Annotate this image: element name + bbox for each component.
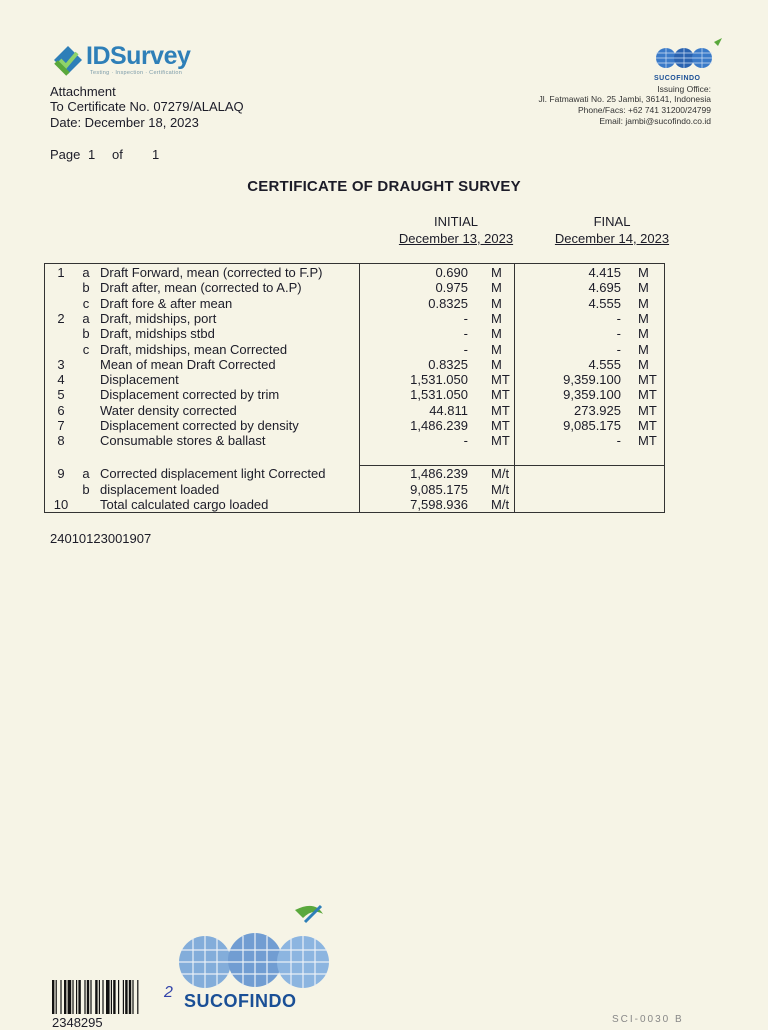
barcode-bar <box>125 980 127 1014</box>
row-label: Consumable stores & ballast <box>100 433 266 449</box>
table-row <box>0 296 768 311</box>
barcode-bar <box>64 980 66 1014</box>
page-total: 1 <box>152 147 160 162</box>
form-code: SCI-0030 B <box>612 1014 684 1025</box>
initial-value: 0.8325 <box>428 356 468 372</box>
final-unit: M <box>638 280 649 296</box>
final-value: 9,359.100 <box>563 372 621 388</box>
row-number: 4 <box>57 372 65 388</box>
brand-tagline: Testing · Inspection · Certification <box>90 70 183 76</box>
barcode-bar <box>60 980 61 1014</box>
final-value: - <box>616 433 621 449</box>
page-current: 1 <box>88 147 96 162</box>
row-number: 5 <box>57 387 65 403</box>
initial-value: 0.690 <box>435 265 468 280</box>
table-row <box>0 311 768 326</box>
table-bottom-border <box>44 512 515 513</box>
table-row <box>0 403 768 418</box>
page-label: Page <box>50 147 81 162</box>
sucofindo-stamp-logo <box>175 902 335 1000</box>
row-number: 7 <box>57 418 65 433</box>
final-unit: MT <box>638 418 657 433</box>
initial-unit: MT <box>491 418 510 433</box>
table-row <box>0 326 768 341</box>
barcode-bar <box>123 980 124 1014</box>
issuer-name-top: SUCOFINDO <box>654 75 701 82</box>
initial-unit: MT <box>491 372 510 388</box>
row-letter: a <box>82 265 90 280</box>
final-unit: M <box>638 265 649 280</box>
initial-value: 0.975 <box>435 280 468 296</box>
summary-unit: M/t <box>491 497 510 512</box>
row-label: Total calculated cargo loaded <box>100 497 269 512</box>
final-unit: MT <box>638 387 657 403</box>
row-letter: a <box>82 466 90 481</box>
barcode-bar <box>106 980 110 1014</box>
row-label: Displacement <box>100 372 179 388</box>
barcode-bar <box>78 980 80 1014</box>
final-value: - <box>616 326 621 342</box>
row-letter: a <box>82 310 90 326</box>
final-value: 9,085.175 <box>563 418 621 433</box>
row-label: Mean of mean Draft Corrected <box>100 356 276 372</box>
row-label: Draft, midships stbd <box>100 326 215 342</box>
barcode-bar <box>102 980 103 1014</box>
row-label: Draft fore & after mean <box>100 295 233 311</box>
barcode-bar <box>68 980 72 1014</box>
table-row <box>0 418 768 433</box>
table-row <box>0 265 768 280</box>
certificate-reference: To Certificate No. 07279/ALALAQ <box>50 99 244 114</box>
row-letter: b <box>82 326 90 342</box>
initial-unit: M <box>491 310 502 326</box>
barcode-bar <box>87 980 89 1014</box>
initial-value: - <box>463 310 468 326</box>
barcode-bar <box>132 980 133 1014</box>
final-value: 4.555 <box>588 356 621 372</box>
row-number: 6 <box>57 402 65 418</box>
initial-unit: M <box>491 265 502 280</box>
initial-value: 1,486.239 <box>410 418 468 433</box>
table-row <box>0 357 768 372</box>
row-number: 8 <box>57 433 65 449</box>
row-label: Draft, midships, port <box>100 310 217 326</box>
final-column-label: FINAL <box>593 214 631 229</box>
summary-row <box>0 482 768 497</box>
row-letter: b <box>82 481 90 497</box>
initial-value: - <box>463 341 468 357</box>
initial-unit: M <box>491 326 502 342</box>
initial-value: 44.811 <box>429 402 468 418</box>
brand-name: IDSurvey <box>86 42 191 70</box>
initial-value: - <box>463 433 468 449</box>
table-row <box>0 342 768 357</box>
handwritten-mark: 2 <box>164 984 173 1001</box>
summary-unit: M/t <box>491 481 510 497</box>
final-value: 273.925 <box>574 402 621 418</box>
barcode-bar <box>84 980 85 1014</box>
document-date: Date: December 18, 2023 <box>50 115 199 130</box>
final-value: 4.415 <box>588 265 621 280</box>
row-number: 10 <box>53 497 69 512</box>
initial-value: - <box>463 326 468 342</box>
barcode-bar <box>137 980 138 1014</box>
initial-unit: MT <box>491 433 510 449</box>
final-unit: M <box>638 295 649 311</box>
initial-unit: M <box>491 341 502 357</box>
final-unit: M <box>638 310 649 326</box>
initial-unit: M <box>491 356 502 372</box>
initial-value: 1,531.050 <box>410 372 468 388</box>
table-row <box>0 280 768 295</box>
idsurvey-check-icon <box>50 42 86 78</box>
summary-value: 7,598.936 <box>410 497 468 512</box>
final-value: 4.555 <box>588 295 621 311</box>
final-unit: MT <box>638 372 657 388</box>
row-number: 9 <box>57 466 65 481</box>
final-value: 9,359.100 <box>563 387 621 403</box>
barcode-bar <box>129 980 131 1014</box>
row-label: Corrected displacement light Corrected <box>100 466 326 481</box>
initial-column-date: December 13, 2023 <box>398 231 514 246</box>
row-letter: b <box>82 280 90 296</box>
issuer-name-bottom: SUCOFINDO <box>184 991 297 1011</box>
summary-right-bottom-border <box>514 512 665 513</box>
office-email: Email: jambi@sucofindo.co.id <box>599 116 711 126</box>
row-label: Draft, midships, mean Corrected <box>100 341 288 357</box>
final-column-date: December 14, 2023 <box>554 231 670 246</box>
final-value: 4.695 <box>588 280 621 296</box>
row-label: Water density corrected <box>100 402 237 418</box>
final-unit: M <box>638 356 649 372</box>
summary-row <box>0 466 768 481</box>
page-of-label: of <box>112 147 123 162</box>
initial-value: 1,531.050 <box>410 387 468 403</box>
row-label: Draft Forward, mean (corrected to F.P) <box>100 265 323 280</box>
row-label: displacement loaded <box>100 481 220 497</box>
summary-unit: M/t <box>491 466 510 481</box>
row-letter: c <box>82 341 90 357</box>
final-unit: M <box>638 326 649 342</box>
barcode-bar <box>99 980 100 1014</box>
summary-value: 1,486.239 <box>410 466 468 481</box>
office-phone: Phone/Facs: +62 741 31200/24799 <box>577 105 711 115</box>
initial-unit: MT <box>491 402 510 418</box>
barcode-bar <box>95 980 97 1014</box>
barcode-bar <box>118 980 119 1014</box>
initial-unit: M <box>491 280 502 296</box>
final-value: - <box>616 341 621 357</box>
table-top-border <box>44 263 665 264</box>
initial-unit: MT <box>491 387 510 403</box>
document-title: CERTIFICATE OF DRAUGHT SURVEY <box>247 178 521 195</box>
barcode-number: 2348295 <box>52 1015 103 1030</box>
initial-column-label: INITIAL <box>433 214 479 229</box>
barcode-bar <box>113 980 115 1014</box>
barcode <box>52 980 170 1016</box>
table-row <box>0 387 768 402</box>
barcode-bar <box>72 980 73 1014</box>
office-address: Jl. Fatmawati No. 25 Jambi, 36141, Indonesia <box>538 94 711 104</box>
row-label: Displacement corrected by density <box>100 418 299 433</box>
initial-unit: M <box>491 295 502 311</box>
office-label: Issuing Office: <box>657 84 711 94</box>
final-unit: MT <box>638 402 657 418</box>
summary-value: 9,085.175 <box>410 481 468 497</box>
row-label: Draft after, mean (corrected to A.P) <box>100 280 302 296</box>
barcode-bar <box>76 980 77 1014</box>
attachment-label: Attachment <box>50 84 116 99</box>
final-unit: MT <box>638 433 657 449</box>
row-number: 3 <box>57 356 65 372</box>
row-letter: c <box>82 295 90 311</box>
row-number: 2 <box>57 310 65 326</box>
barcode-bar <box>111 980 112 1014</box>
barcode-bar <box>90 980 91 1014</box>
initial-value: 0.8325 <box>428 295 468 311</box>
final-value: - <box>616 310 621 326</box>
certificate-number: 24010123001907 <box>50 531 152 546</box>
barcode-bar <box>56 980 57 1014</box>
summary-row <box>0 497 768 512</box>
barcode-bar <box>52 980 54 1014</box>
final-unit: M <box>638 341 649 357</box>
row-label: Displacement corrected by trim <box>100 387 280 403</box>
table-row <box>0 433 768 448</box>
row-number: 1 <box>57 265 65 280</box>
table-row <box>0 372 768 387</box>
